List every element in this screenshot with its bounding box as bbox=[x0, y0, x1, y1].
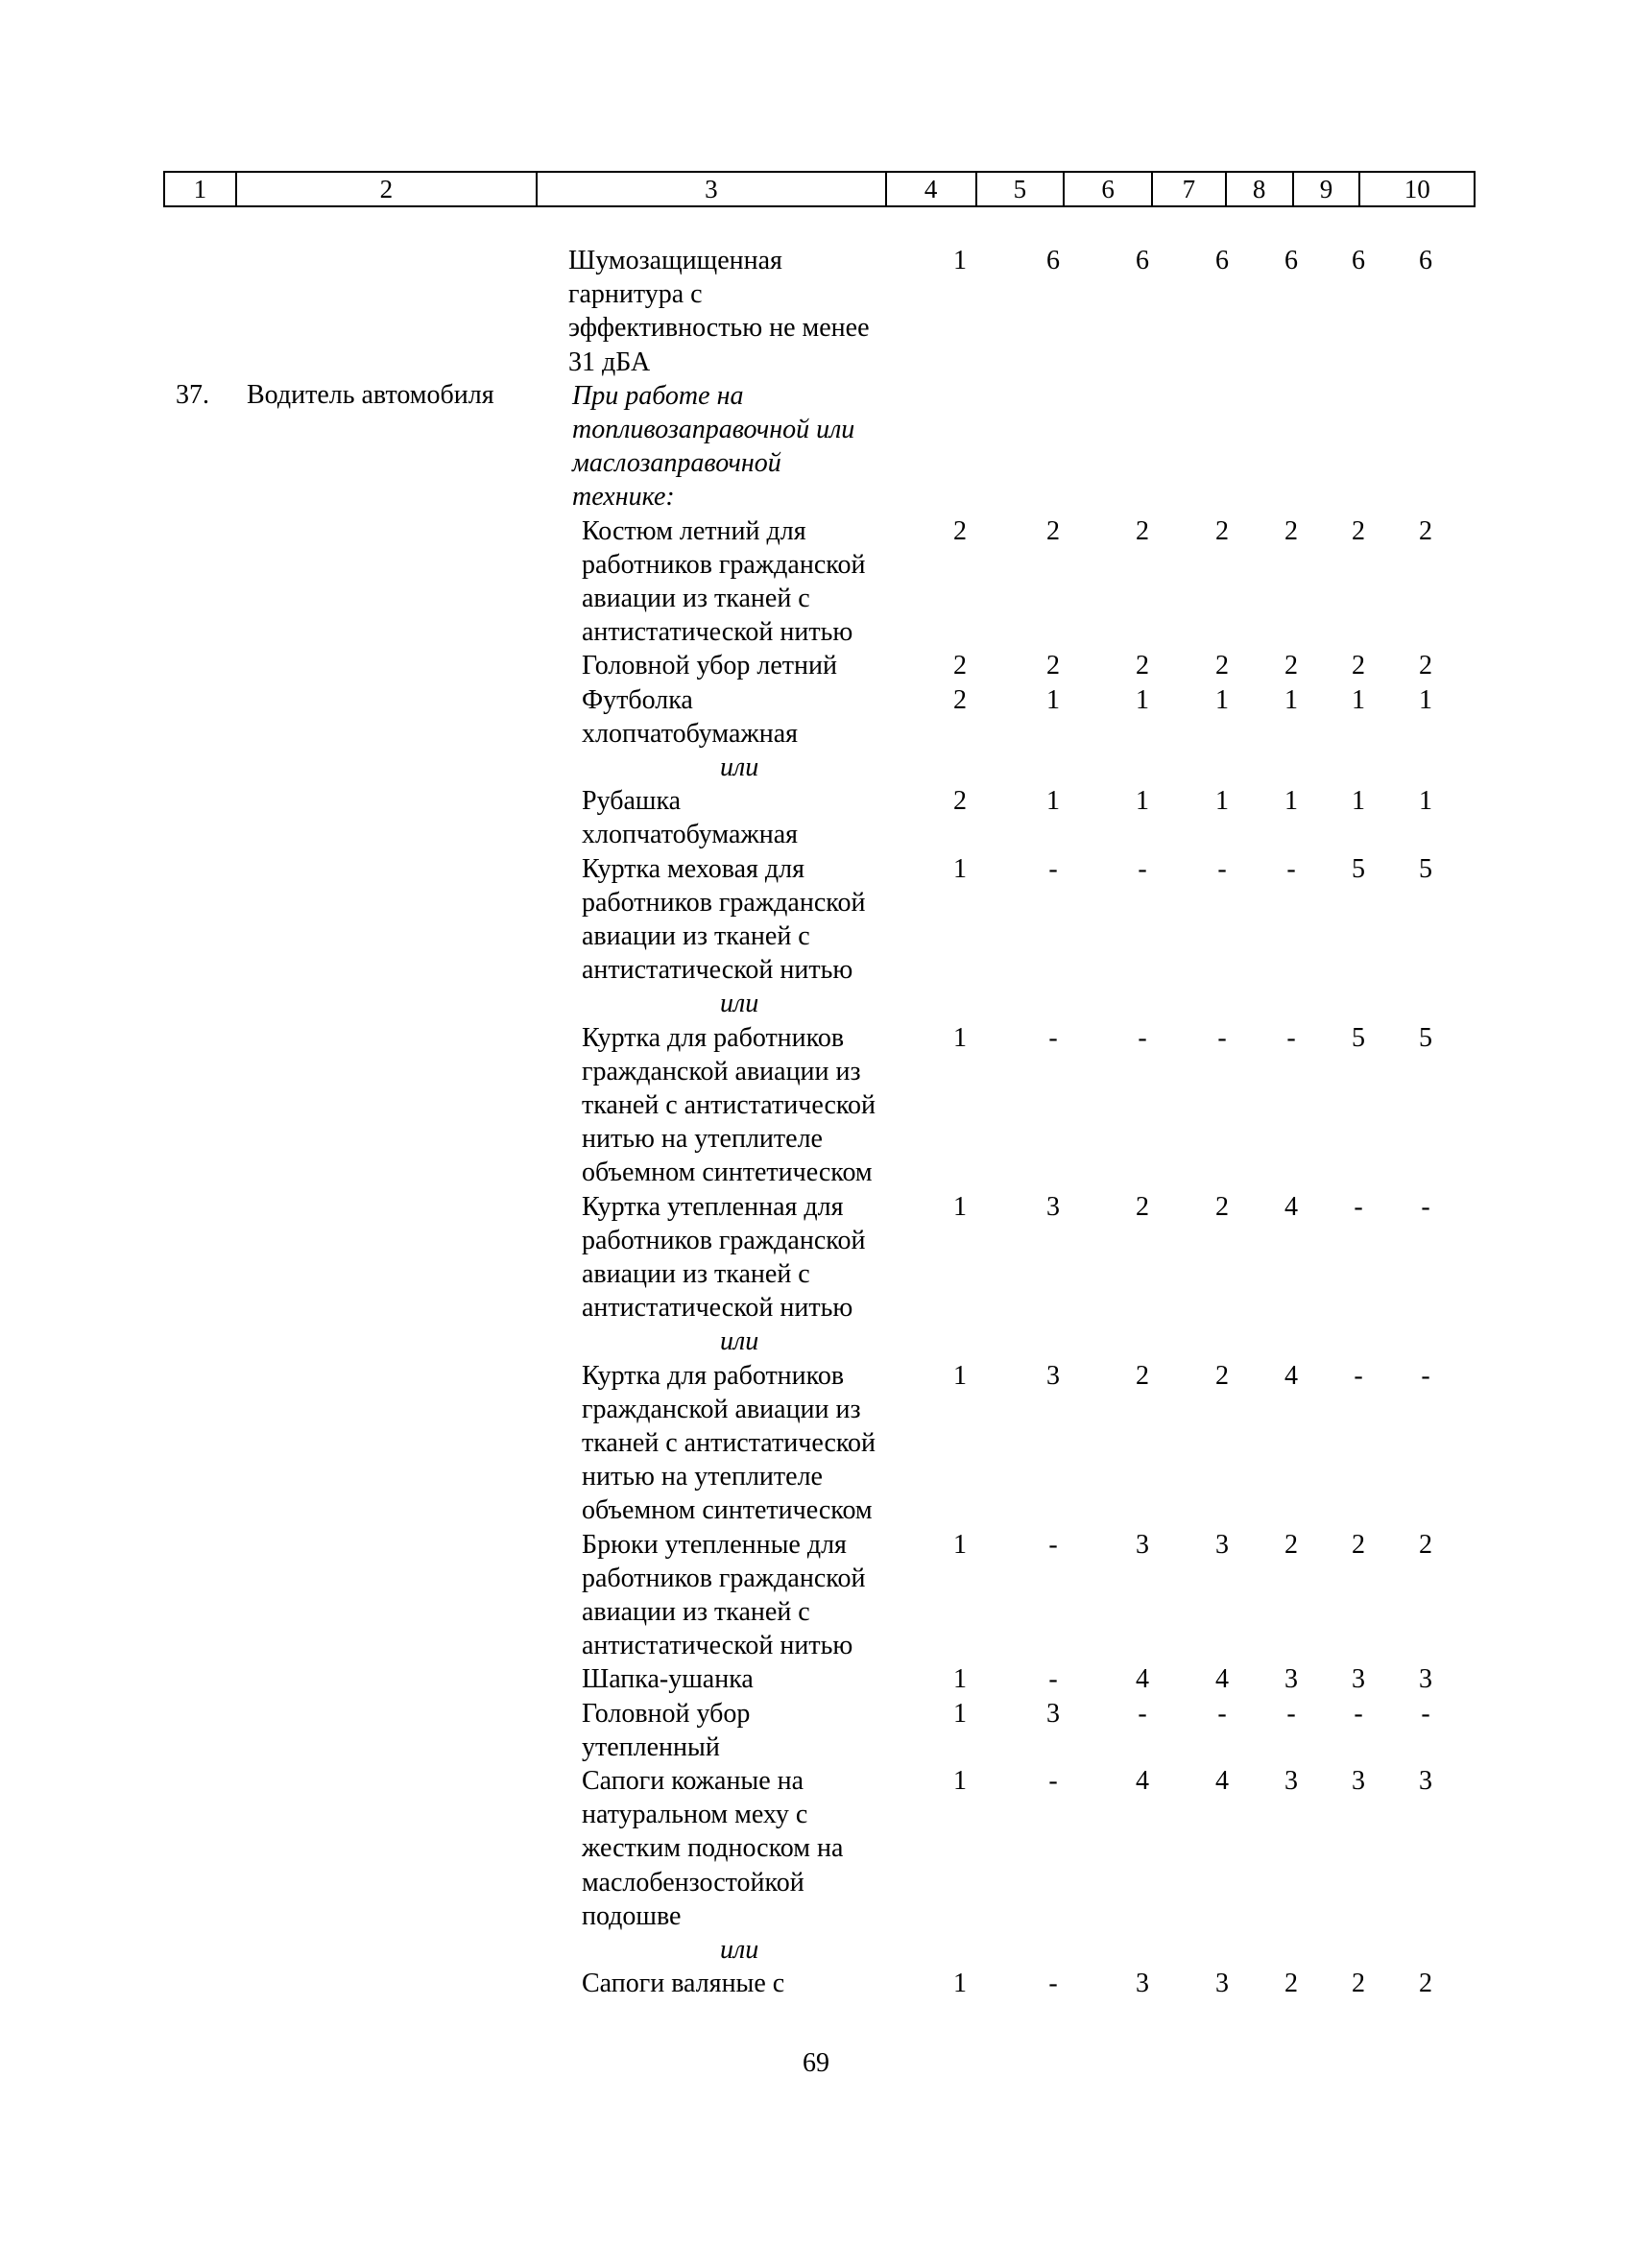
item-text-line: работников гражданской bbox=[582, 549, 866, 580]
or-label: или bbox=[720, 1326, 759, 1357]
item-text-line: маслобензостойкой bbox=[582, 1867, 804, 1898]
or-label: или bbox=[720, 1935, 759, 1965]
value-cell-col-10: 2 bbox=[1419, 1969, 1432, 1999]
value-cell-col-5: - bbox=[1048, 1022, 1058, 1053]
value-cell-col-9: 2 bbox=[1352, 651, 1365, 681]
value-cell-col-8: 3 bbox=[1284, 1664, 1298, 1695]
value-cell-col-6: 4 bbox=[1136, 1766, 1149, 1796]
value-cell-col-5: - bbox=[1048, 853, 1058, 884]
item-text-line: объемном синтетическом bbox=[582, 1495, 873, 1526]
item-text-line: подошве bbox=[582, 1900, 682, 1931]
value-cell-col-8: 2 bbox=[1284, 1529, 1298, 1560]
value-cell-col-4: 2 bbox=[953, 684, 967, 715]
item-text-line: антистатической нитью bbox=[582, 1631, 853, 1661]
or-label: или bbox=[720, 989, 759, 1019]
value-cell-col-5: 3 bbox=[1046, 1698, 1060, 1729]
value-cell-col-8: 2 bbox=[1284, 1969, 1298, 1999]
value-cell-col-9: 3 bbox=[1352, 1664, 1365, 1695]
value-cell-col-5: 2 bbox=[1046, 515, 1060, 546]
value-cell-col-6: 2 bbox=[1136, 651, 1149, 681]
value-cell-col-9: - bbox=[1354, 1698, 1363, 1729]
value-cell-col-6: 2 bbox=[1136, 515, 1149, 546]
value-cell-col-8: 1 bbox=[1284, 684, 1298, 715]
value-cell-col-7: 2 bbox=[1215, 1191, 1229, 1222]
value-cell-col-6: 1 bbox=[1136, 684, 1149, 715]
item-text-line: работников гражданской bbox=[582, 887, 866, 918]
value-cell-col-7: - bbox=[1217, 1698, 1227, 1729]
value-cell-col-10: - bbox=[1421, 1698, 1430, 1729]
value-cell-col-8: 4 bbox=[1284, 1360, 1298, 1391]
header-cell: 4 bbox=[885, 173, 975, 205]
item-text-line: работников гражданской bbox=[582, 1225, 866, 1255]
value-cell-col-7: 3 bbox=[1215, 1529, 1229, 1560]
value-cell-col-4: 1 bbox=[953, 1191, 967, 1222]
item-text-line: При работе на bbox=[572, 380, 744, 411]
value-cell-col-7: - bbox=[1217, 1022, 1227, 1053]
item-text-line: антистатической нитью bbox=[582, 617, 853, 648]
item-text-line: нитью на утеплителе bbox=[582, 1124, 823, 1155]
entry-number: 37. bbox=[176, 380, 209, 410]
item-text-line: антистатической нитью bbox=[582, 955, 853, 986]
value-cell-col-5: 2 bbox=[1046, 651, 1060, 681]
value-cell-col-6: - bbox=[1138, 1698, 1147, 1729]
item-text-line: антистатической нитью bbox=[582, 1293, 853, 1324]
value-cell-col-9: 2 bbox=[1352, 515, 1365, 546]
value-cell-col-10: 5 bbox=[1419, 853, 1432, 884]
item-text-line: гражданской авиации из bbox=[582, 1394, 861, 1424]
value-cell-col-7: 1 bbox=[1215, 786, 1229, 817]
value-cell-col-10: 3 bbox=[1419, 1766, 1432, 1796]
header-cell: 3 bbox=[536, 173, 885, 205]
item-text-line: тканей с антистатической bbox=[582, 1090, 876, 1120]
value-cell-col-6: 4 bbox=[1136, 1664, 1149, 1695]
value-cell-col-5: 3 bbox=[1046, 1191, 1060, 1222]
item-text-line: технике: bbox=[572, 482, 675, 513]
header-cell: 10 bbox=[1358, 173, 1474, 205]
value-cell-col-7: 3 bbox=[1215, 1969, 1229, 1999]
value-cell-col-7: 2 bbox=[1215, 1360, 1229, 1391]
value-cell-col-10: 2 bbox=[1419, 515, 1432, 546]
item-text-line: Головной убор bbox=[582, 1698, 751, 1729]
value-cell-col-5: 1 bbox=[1046, 684, 1060, 715]
value-cell-col-7: 6 bbox=[1215, 246, 1229, 275]
value-cell-col-5: - bbox=[1048, 1766, 1058, 1796]
value-cell-col-10: - bbox=[1421, 1191, 1430, 1222]
value-cell-col-10: 1 bbox=[1419, 684, 1432, 715]
value-cell-col-6: 2 bbox=[1136, 1191, 1149, 1222]
value-cell-col-10: 1 bbox=[1419, 786, 1432, 817]
value-cell-col-6: - bbox=[1138, 853, 1147, 884]
header-cell: 6 bbox=[1063, 173, 1151, 205]
header-cell: 1 bbox=[193, 174, 207, 203]
value-cell-col-8: 3 bbox=[1284, 1766, 1298, 1796]
or-label: или bbox=[720, 752, 759, 782]
value-cell-col-9: - bbox=[1354, 1360, 1363, 1391]
value-cell-col-4: 2 bbox=[953, 651, 967, 681]
value-cell-col-6: 3 bbox=[1136, 1969, 1149, 1999]
item-text-line: Рубашка bbox=[582, 786, 682, 817]
value-cell-col-4: 1 bbox=[953, 1766, 967, 1796]
item-text-line: Куртка утепленная для bbox=[582, 1191, 844, 1222]
value-cell-col-5: 1 bbox=[1046, 786, 1060, 817]
item-text-line: работников гражданской bbox=[582, 1563, 866, 1593]
item-text-line: Брюки утепленные для bbox=[582, 1529, 847, 1560]
item-text-line: авиации из тканей с bbox=[582, 1259, 810, 1289]
item-text-line: хлопчатобумажная bbox=[582, 718, 799, 749]
value-cell-col-9: 2 bbox=[1352, 1969, 1365, 1999]
value-cell-col-5: - bbox=[1048, 1664, 1058, 1695]
value-cell-col-9: 2 bbox=[1352, 1529, 1365, 1560]
value-cell-col-6: 6 bbox=[1136, 246, 1149, 275]
header-cell: 8 bbox=[1225, 173, 1292, 205]
value-cell-col-8: - bbox=[1286, 1698, 1296, 1729]
item-text-line: Шумозащищенная bbox=[568, 246, 782, 275]
item-text-line: Куртка для работников bbox=[582, 1360, 845, 1391]
value-cell-col-7: 4 bbox=[1215, 1766, 1229, 1796]
item-text-line: утепленный bbox=[582, 1731, 720, 1762]
value-cell-col-6: - bbox=[1138, 1022, 1147, 1053]
item-text-line: жестким подноском на bbox=[582, 1833, 844, 1864]
item-text-line: Футболка bbox=[582, 684, 693, 715]
item-text-line: объемном синтетическом bbox=[582, 1158, 873, 1188]
value-cell-col-9: - bbox=[1354, 1191, 1363, 1222]
item-text-line: хлопчатобумажная bbox=[582, 820, 799, 850]
item-text-line: натуральном меху с bbox=[582, 1800, 808, 1830]
value-cell-col-8: 2 bbox=[1284, 515, 1298, 546]
value-cell-col-5: - bbox=[1048, 1969, 1058, 1999]
value-cell-col-10: 6 bbox=[1419, 246, 1432, 275]
value-cell-col-4: 2 bbox=[953, 515, 967, 546]
value-cell-col-6: 3 bbox=[1136, 1529, 1149, 1560]
value-cell-col-4: 1 bbox=[953, 1664, 967, 1695]
value-cell-col-4: 2 bbox=[953, 786, 967, 817]
item-text-line: авиации из тканей с bbox=[582, 584, 810, 613]
value-cell-col-7: 4 bbox=[1215, 1664, 1229, 1695]
item-text-line: авиации из тканей с bbox=[582, 921, 810, 951]
value-cell-col-10: 5 bbox=[1419, 1022, 1432, 1053]
value-cell-col-10: 3 bbox=[1419, 1664, 1432, 1695]
header-cell: 5 bbox=[975, 173, 1064, 205]
item-text-line: маслозаправочной bbox=[572, 448, 781, 479]
header-cell: 2 bbox=[235, 173, 536, 205]
value-cell-col-10: - bbox=[1421, 1360, 1430, 1391]
item-text-line: тканей с антистатической bbox=[582, 1428, 876, 1458]
value-cell-col-8: 6 bbox=[1284, 246, 1298, 275]
value-cell-col-8: - bbox=[1286, 1022, 1296, 1053]
value-cell-col-8: - bbox=[1286, 853, 1296, 884]
value-cell-col-9: 1 bbox=[1352, 786, 1365, 817]
item-text-line: Сапоги валяные с bbox=[582, 1969, 785, 1999]
value-cell-col-8: 1 bbox=[1284, 786, 1298, 817]
page-number: 69 bbox=[803, 2048, 829, 2078]
item-text-line: нитью на утеплителе bbox=[582, 1462, 823, 1492]
header-cell: 7 bbox=[1151, 173, 1225, 205]
entry-title: Водитель автомобиля bbox=[247, 380, 494, 410]
item-text-line: Головной убор летний bbox=[582, 651, 837, 681]
item-text-line: гарнитура с bbox=[568, 279, 703, 310]
value-cell-col-7: 2 bbox=[1215, 651, 1229, 681]
item-text-line: авиации из тканей с bbox=[582, 1597, 810, 1627]
value-cell-col-6: 1 bbox=[1136, 786, 1149, 817]
value-cell-col-7: 1 bbox=[1215, 684, 1229, 715]
item-text-line: Шапка-ушанка bbox=[582, 1664, 754, 1695]
value-cell-col-5: 3 bbox=[1046, 1360, 1060, 1391]
value-cell-col-4: 1 bbox=[953, 1698, 967, 1729]
table-header-row bbox=[163, 171, 1476, 207]
value-cell-col-4: 1 bbox=[953, 1969, 967, 1999]
item-text-line: 31 дБА bbox=[568, 346, 651, 377]
item-text-line: Куртка для работников bbox=[582, 1022, 845, 1053]
item-text-line: Костюм летний для bbox=[582, 515, 806, 546]
value-cell-col-9: 5 bbox=[1352, 1022, 1365, 1053]
value-cell-col-5: - bbox=[1048, 1529, 1058, 1560]
value-cell-col-4: 1 bbox=[953, 246, 967, 275]
item-text-line: Сапоги кожаные на bbox=[582, 1766, 804, 1796]
value-cell-col-7: 2 bbox=[1215, 515, 1229, 546]
value-cell-col-10: 2 bbox=[1419, 651, 1432, 681]
value-cell-col-5: 6 bbox=[1046, 246, 1060, 275]
value-cell-col-4: 1 bbox=[953, 1529, 967, 1560]
value-cell-col-4: 1 bbox=[953, 1022, 967, 1053]
item-text-line: топливозаправочной или bbox=[572, 415, 855, 444]
value-cell-col-4: 1 bbox=[953, 1360, 967, 1391]
value-cell-col-8: 4 bbox=[1284, 1191, 1298, 1222]
value-cell-col-9: 1 bbox=[1352, 684, 1365, 715]
value-cell-col-9: 5 bbox=[1352, 853, 1365, 884]
item-text-line: эффективностью не менее bbox=[568, 313, 870, 344]
value-cell-col-7: - bbox=[1217, 853, 1227, 884]
item-text-line: гражданской авиации из bbox=[582, 1056, 861, 1086]
header-cell: 9 bbox=[1292, 173, 1359, 205]
value-cell-col-9: 6 bbox=[1352, 246, 1365, 275]
value-cell-col-10: 2 bbox=[1419, 1529, 1432, 1560]
value-cell-col-8: 2 bbox=[1284, 651, 1298, 681]
value-cell-col-6: 2 bbox=[1136, 1360, 1149, 1391]
value-cell-col-9: 3 bbox=[1352, 1766, 1365, 1796]
item-text-line: Куртка меховая для bbox=[582, 853, 805, 884]
value-cell-col-4: 1 bbox=[953, 853, 967, 884]
